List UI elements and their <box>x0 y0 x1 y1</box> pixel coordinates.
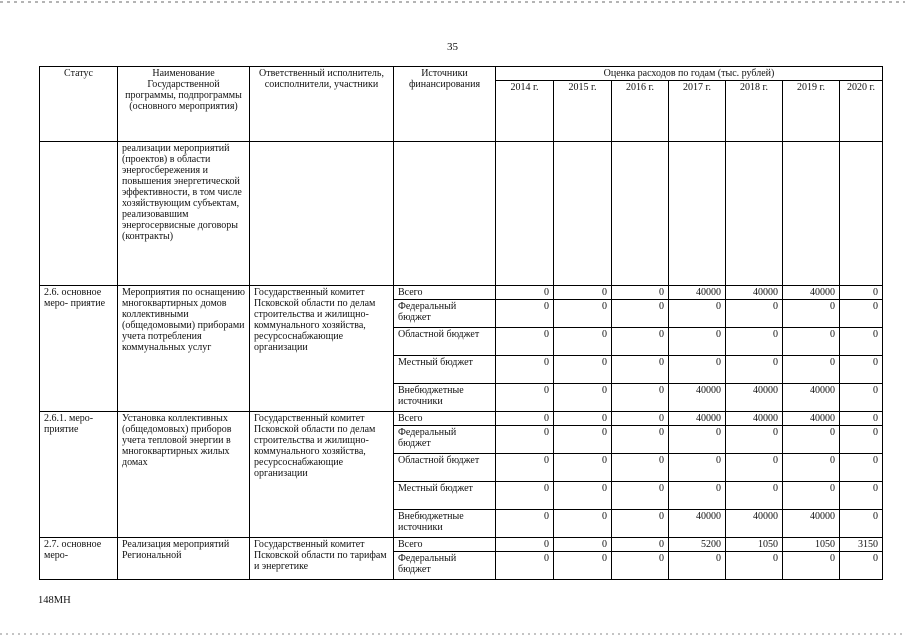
funding-source: Федеральный бюджет <box>394 426 496 454</box>
value-cell: 1050 <box>726 538 783 552</box>
value-cell: 0 <box>669 426 726 454</box>
funding-source: Местный бюджет <box>394 356 496 384</box>
header-year: 2017 г. <box>669 81 726 142</box>
value-cell: 40000 <box>726 510 783 538</box>
value-cell: 0 <box>612 412 669 426</box>
value-cell: 40000 <box>669 412 726 426</box>
value-cell: 0 <box>612 356 669 384</box>
header-year: 2018 г. <box>726 81 783 142</box>
value-cell: 0 <box>496 286 554 300</box>
value-cell: 0 <box>726 356 783 384</box>
value-cell: 0 <box>840 552 883 580</box>
header-year: 2020 г. <box>840 81 883 142</box>
value-cell: 0 <box>554 300 612 328</box>
funding-source: Всего <box>394 412 496 426</box>
value-cell: 0 <box>554 454 612 482</box>
row-name: Реализация мероприятий Региональной <box>118 538 250 580</box>
value-cell: 0 <box>554 328 612 356</box>
value-cell: 0 <box>612 454 669 482</box>
funding-source: Федеральный бюджет <box>394 552 496 580</box>
value-cell: 0 <box>669 328 726 356</box>
value-cell: 0 <box>783 552 840 580</box>
value-cell: 40000 <box>783 384 840 412</box>
value-cell: 0 <box>840 454 883 482</box>
value-cell: 0 <box>726 552 783 580</box>
value-cell: 0 <box>612 328 669 356</box>
row-responsible: Государственный комитет Псковской области по делам строительства и жилищно-коммунального хозяйства, ресурсоснабжающие организации <box>250 286 394 412</box>
value-cell: 40000 <box>669 286 726 300</box>
value-cell: 40000 <box>726 384 783 412</box>
value-cell: 0 <box>669 454 726 482</box>
value-cell: 0 <box>726 454 783 482</box>
value-cell: 0 <box>496 384 554 412</box>
funding-source: Всего <box>394 286 496 300</box>
funding-source: Местный бюджет <box>394 482 496 510</box>
value-cell: 0 <box>612 538 669 552</box>
budget-table <box>39 66 883 580</box>
value-cell: 0 <box>840 356 883 384</box>
value-cell: 0 <box>669 356 726 384</box>
header-year: 2016 г. <box>612 81 669 142</box>
row-responsible: Государственный комитет Псковской области по делам строительства и жилищно-коммунального хозяйства, ресурсоснабжающие организации <box>250 412 394 538</box>
value-cell: 0 <box>554 538 612 552</box>
value-cell: 0 <box>669 300 726 328</box>
value-cell: 0 <box>496 426 554 454</box>
header-responsible: Ответственный исполнитель, соисполнители, участники <box>250 67 394 142</box>
table-row <box>40 412 883 426</box>
value-cell: 0 <box>783 300 840 328</box>
value-cell: 0 <box>554 482 612 510</box>
value-cell: 0 <box>496 328 554 356</box>
funding-source: Областной бюджет <box>394 328 496 356</box>
value-cell: 0 <box>496 482 554 510</box>
value-cell: 0 <box>783 454 840 482</box>
funding-source: Федеральный бюджет <box>394 300 496 328</box>
funding-source: Внебюджетные источники <box>394 384 496 412</box>
value-cell: 0 <box>496 356 554 384</box>
value-cell: 0 <box>840 300 883 328</box>
value-cell: 0 <box>612 552 669 580</box>
value-cell: 0 <box>496 538 554 552</box>
value-cell: 0 <box>554 384 612 412</box>
value-cell: 0 <box>669 552 726 580</box>
value-cell: 0 <box>840 328 883 356</box>
value-cell: 0 <box>840 482 883 510</box>
value-cell: 0 <box>612 482 669 510</box>
continuation-responsible <box>250 142 394 286</box>
value-cell: 0 <box>612 286 669 300</box>
value-cell: 1050 <box>783 538 840 552</box>
value-cell: 0 <box>840 426 883 454</box>
value-cell: 40000 <box>669 510 726 538</box>
value-cell: 0 <box>612 384 669 412</box>
value-cell: 0 <box>612 426 669 454</box>
value-cell: 0 <box>669 482 726 510</box>
value-cell: 0 <box>726 328 783 356</box>
value-cell: 0 <box>612 300 669 328</box>
value-cell: 0 <box>554 412 612 426</box>
header-sources: Источники финансирования <box>394 67 496 142</box>
value-cell: 40000 <box>783 510 840 538</box>
header-year: 2015 г. <box>554 81 612 142</box>
continuation-status <box>40 142 118 286</box>
value-cell: 0 <box>496 552 554 580</box>
header-year: 2019 г. <box>783 81 840 142</box>
value-cell: 0 <box>840 286 883 300</box>
value-cell: 0 <box>496 412 554 426</box>
table-row <box>40 286 883 300</box>
value-cell: 0 <box>554 552 612 580</box>
value-cell: 0 <box>783 482 840 510</box>
value-cell: 40000 <box>669 384 726 412</box>
row-name: Мероприятия по оснащению многоквартирных домов коллективными (общедомовыми) приборами учета потребления коммунальных услуг <box>118 286 250 412</box>
value-cell: 40000 <box>783 412 840 426</box>
value-cell: 0 <box>840 510 883 538</box>
value-cell: 0 <box>783 356 840 384</box>
value-cell: 0 <box>840 412 883 426</box>
row-name: Установка коллективных (общедомовых) приборов учета тепловой энергии в многоквартирных жилых домах <box>118 412 250 538</box>
value-cell: 0 <box>726 300 783 328</box>
row-status: 2.7. основное меро- <box>40 538 118 580</box>
row-status: 2.6. основное меро- приятие <box>40 286 118 412</box>
value-cell: 0 <box>554 356 612 384</box>
continuation-sources <box>394 142 496 286</box>
value-cell: 3150 <box>840 538 883 552</box>
funding-source: Всего <box>394 538 496 552</box>
value-cell: 0 <box>554 286 612 300</box>
value-cell: 5200 <box>669 538 726 552</box>
value-cell: 0 <box>726 482 783 510</box>
value-cell: 0 <box>783 426 840 454</box>
value-cell: 40000 <box>726 286 783 300</box>
document-code: 148МН <box>38 595 71 606</box>
continuation-name: реализации мероприятий (проектов) в области энергосбережения и повышения энергетической эффективности, в том числе хозяйствующим субъектам, реализовавшим энергосервисные договоры (контракты) <box>118 142 250 286</box>
continuation-row <box>40 142 883 286</box>
row-status: 2.6.1. меро- приятие <box>40 412 118 538</box>
value-cell: 40000 <box>783 286 840 300</box>
value-cell: 0 <box>496 454 554 482</box>
value-cell: 40000 <box>726 412 783 426</box>
value-cell: 0 <box>612 510 669 538</box>
value-cell: 0 <box>554 426 612 454</box>
header-name: Наименование Государственной программы, подпрограммы (основного мероприятия) <box>118 67 250 142</box>
table-row <box>40 538 883 552</box>
scan-edge-bottom <box>0 633 905 635</box>
scan-edge-top <box>0 1 905 3</box>
row-responsible: Государственный комитет Псковской области по тарифам и энергетике <box>250 538 394 580</box>
header-estimate: Оценка расходов по годам (тыс. рублей) <box>496 67 883 81</box>
header-year: 2014 г. <box>496 81 554 142</box>
header-status: Статус <box>40 67 118 142</box>
value-cell: 0 <box>554 510 612 538</box>
value-cell: 0 <box>726 426 783 454</box>
funding-source: Областной бюджет <box>394 454 496 482</box>
value-cell: 0 <box>840 384 883 412</box>
value-cell: 0 <box>783 328 840 356</box>
value-cell: 0 <box>496 510 554 538</box>
value-cell: 0 <box>496 300 554 328</box>
page-number: 35 <box>447 41 458 53</box>
funding-source: Внебюджетные источники <box>394 510 496 538</box>
